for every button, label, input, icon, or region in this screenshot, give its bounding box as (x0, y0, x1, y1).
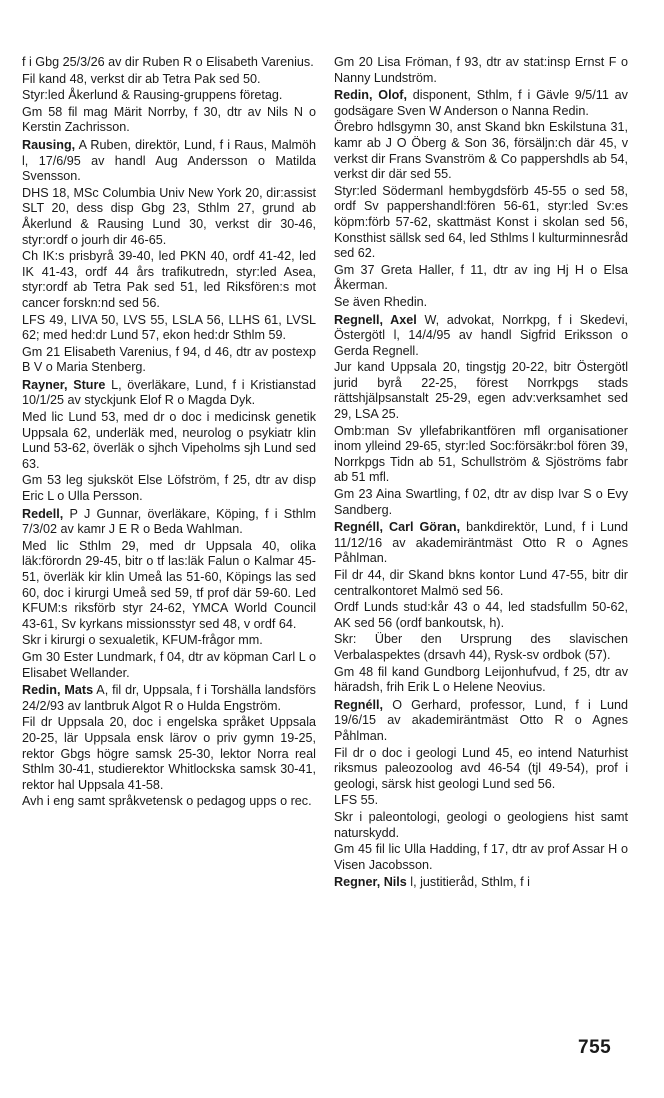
paragraph (334, 184, 628, 262)
paragraph-text: Avh i eng samt språkvetensk o pedagog upps o rec. (22, 794, 312, 809)
paragraph-text: f i Gbg 25/3/26 av dir Ruben R o Elisabeth Varenius. (22, 55, 314, 69)
entry-name: Redin, Olof, (334, 88, 407, 103)
paragraph (334, 746, 628, 793)
paragraph-text: Gm 45 fil lic Ulla Hadding, f 17, dtr av prof Assar H o Visen Jacobsson. (334, 842, 628, 872)
paragraph-text: A, fil dr, Uppsala, f i Torshälla landsförs 24/2/93 av lantbruk Algot R o Hulda Engström. (22, 683, 316, 713)
paragraph-text: DHS 18, MSc Columbia Univ New York 20, dir:assist SLT 20, dess disp Gbg 23, Sthlm 27, grund ab Åkerlund & Rausing Lund 30, verkst dir 30-46, styr:ordf o jourh dir 46-65. (22, 185, 316, 247)
paragraph-text: LFS 49, LIVA 50, LVS 55, LSLA 56, LLHS 61, LVSL 62; med hed:dr Lund 57, ekon hed:dr Sthlm 59. (22, 312, 316, 343)
paragraph-text: Se även Rhedin. (334, 294, 428, 309)
paragraph (334, 263, 628, 294)
entry-name: Regnell, Axel (334, 312, 417, 327)
paragraph-text: Ordf Lunds stud:kår 43 o 44, led stadsfullm 50-62, AK sed 56 (ordf bankoutsk, h). (334, 600, 628, 630)
entry-heading-paragraph (334, 698, 628, 745)
paragraph (22, 72, 316, 88)
paragraph-text: bankdirektör, Lund, f i Lund 11/12/16 av akademiräntmäst Otto R o Agnes Påhlman. (334, 520, 628, 566)
paragraph (22, 313, 316, 344)
paragraph-text: Gm 58 fil mag Märit Norrby, f 30, dtr av Nils N o Kerstin Zachrisson. (22, 104, 316, 135)
paragraph (334, 793, 628, 809)
paragraph (22, 249, 316, 311)
entry-name: Regner, Nils (334, 875, 407, 890)
entry-heading-paragraph (334, 88, 628, 119)
paragraph (334, 295, 628, 311)
paragraph (22, 715, 316, 793)
paragraph (334, 487, 628, 518)
entry-name: Redell, (22, 506, 64, 521)
paragraph-text: Med lic Lund 53, med dr o doc i medicinsk genetik Uppsala 62, underläk med, neurolog o psykiatr klin Lund 53-62, överläk o sjhch Vipeholms sjh Lund sed 63. (22, 410, 316, 471)
paragraph (334, 55, 628, 86)
paragraph-text: A Ruben, direktör, Lund, f i Raus, Malmöh l, 17/6/95 av handl Aug Andersson o Matilda Svensson. (22, 137, 316, 184)
entry-heading-paragraph (22, 507, 316, 538)
paragraph (334, 360, 628, 422)
paragraph-text: L, överläkare, Lund, f i Kristianstad 10/1/25 av styckjunk Elof R o Magda Dyk. (22, 377, 317, 408)
paragraph-text: Omb:man Sv yllefabrikantfören mfl organisationer inom ylleind 29-65, styr:led Soc:försäkr:bol fören 39, Norrkpgs Tidn ab 51, Schullström & Sjöströms fabr ab 51 mfl. (334, 423, 628, 485)
paragraph (22, 186, 316, 248)
entry-name: Rausing, (22, 137, 76, 152)
paragraph (22, 794, 316, 810)
paragraph (22, 345, 316, 376)
paragraph (334, 632, 628, 663)
paragraph-text: Örebro hdlsgymn 30, anst Skand bkn Eskilstuna 31, kamr ab J O Öberg & Son 36, försäljn:ch där 45, v verkst dir Frans Svanström & Co pappershdls ab 54, verkst dir där sed 55. (334, 120, 628, 182)
entry-heading-paragraph (334, 875, 628, 891)
paragraph (22, 105, 316, 136)
paragraph-text: Gm 20 Lisa Fröman, f 93, dtr av stat:insp Ernst F o Nanny Lundström. (334, 55, 628, 85)
paragraph (22, 88, 316, 104)
entry-heading-paragraph (22, 683, 316, 714)
entry-name: Rayner, Sture (22, 377, 106, 392)
entry-name: Regnéll, (334, 697, 383, 712)
paragraph-text: Skr i kirurgi o sexualetik, KFUM-frågor mm. (22, 633, 263, 648)
paragraph (22, 473, 316, 504)
paragraph-text: Gm 37 Greta Haller, f 11, dtr av ing Hj H o Elsa Åkerman. (334, 262, 628, 293)
paragraph-text: Ch IK:s prisbyrå 39-40, led PKN 40, ordf 41-42, led IK 41-43, ordf 44 års trafikutredn, styr:led Asea, styr:ordf ab Tetra Pak sed 51, led Riksfören:s mot cancer forskn:nd sed 56. (22, 249, 316, 310)
paragraph-text: W, advokat, Norrkpg, f i Skedevi, Östergötl l, 14/4/95 av handl Sigfrid Eriksson o Gerda Regnell. (334, 312, 628, 358)
entry-heading-paragraph (22, 138, 316, 185)
paragraph-text: Fil dr o doc i geologi Lund 45, eo intend Naturhist riksmus paleozoolog avd 46-54 (tjl 49-54), prof i geologi, särsk hist geologi Lund sed 56. (334, 745, 628, 791)
paragraph (334, 120, 628, 182)
paragraph-text: P J Gunnar, överläkare, Köping, f i Sthlm 7/3/02 av kamr J E R o Beda Wahlman. (22, 506, 316, 537)
paragraph (22, 650, 316, 681)
paragraph (334, 665, 628, 696)
paragraph-text: O Gerhard, professor, Lund, f i Lund 19/6/15 av akademiräntmäst Otto R o Agnes Påhlman. (334, 697, 628, 743)
paragraph-text: Fil dr Uppsala 20, doc i engelska språket Uppsala 20-25, lär Uppsala ensk lärov o priv gymn 19-25, rektor Gbgs högre samsk 25-30, lektor Norra real Sthlm 30-41, studierektor Whitlockska samsk 30-41, rektor hal Uppsala 41-58. (22, 715, 316, 792)
paragraph-text: Gm 53 leg sjuksköt Else Löfström, f 25, dtr av disp Eric L o Ulla Persson. (22, 473, 316, 504)
right-column (334, 55, 628, 892)
left-column (22, 55, 316, 811)
paragraph (22, 633, 316, 649)
entry-heading-paragraph (334, 520, 628, 567)
paragraph-text: Gm 23 Aina Swartling, f 02, dtr av disp Ivar S o Evy Sandberg. (334, 487, 628, 517)
entry-heading-paragraph (334, 313, 628, 360)
paragraph-text: LFS 55. (334, 793, 379, 808)
page-number: 755 (578, 1037, 612, 1058)
paragraph-text: Gm 21 Elisabeth Varenius, f 94, d 46, dtr av postexp B V o Maria Stenberg. (22, 344, 316, 375)
paragraph-text: Skr: Über den Ursprung des slavischen Verbalaspektes (drsavh 44), Rysk-sv ordbok (57). (334, 632, 628, 662)
paragraph (22, 55, 316, 71)
paragraph-text: l, justitieråd, Sthlm, f i (406, 875, 530, 890)
entry-heading-paragraph (22, 378, 316, 409)
paragraph-text: Fil dr 44, dir Skand bkns kontor Lund 47-55, bitr dir centralkontoret Malmö sed 56. (334, 568, 628, 598)
paragraph (334, 842, 628, 873)
entry-name: Redin, Mats (22, 683, 94, 698)
paragraph-text: Gm 48 fil kand Gundborg Leijonhufvud, f 25, dtr av häradsh, frih Erik L o Helene Neovius. (334, 664, 628, 695)
paragraph (334, 424, 628, 486)
paragraph (334, 600, 628, 631)
paragraph-text: Styr:led Södermanl hembygdsförb 45-55 o sed 58, ordf Sv pappershandl:fören 56-61, styr:led Sv:es köpm:förb 57-62, skattmäst Konst i skolan sed 56, Konsthist sällsk sed 64, led Sthlms l kulturminnesråd sed 62. (334, 183, 628, 261)
paragraph-text: Skr i paleontologi, geologi o geologiens hist samt naturskydd. (334, 809, 628, 840)
paragraph (22, 410, 316, 472)
paragraph-text: Gm 30 Ester Lundmark, f 04, dtr av köpman Carl L o Elisabet Wellander. (22, 649, 316, 680)
paragraph (334, 568, 628, 599)
paragraph-text: Jur kand Uppsala 20, tingstjg 20-22, bitr Östergötl jurid byrå 22-25, förest Norrkpgs stads rättshjälpsanstalt 25-29, egen adv:verksamhet sed 29, LSA 25. (334, 360, 628, 422)
paragraph (22, 539, 316, 633)
paragraph-text: Med lic Sthlm 29, med dr Uppsala 40, olika läk:förordn 29-45, bitr o tf las:läk Falun o Kalmar 45-51, överläk kir klin Umeå las 51-60, Köpings las sed 60, doc i kirurgi Umeå sed 59, tf prof där 59-60. Led KFUM:s riksförb styr 24-62, YMCA World Council 43-61, Sv kyrkans missionsstyr sed 48, v ordf 64. (22, 538, 316, 631)
paragraph-text: Styr:led Åkerlund & Rausing-gruppens företag. (22, 88, 283, 103)
paragraph (334, 810, 628, 841)
paragraph-text: Fil kand 48, verkst dir ab Tetra Pak sed 50. (22, 71, 261, 86)
entry-name: Regnéll, Carl Göran, (334, 520, 461, 535)
paragraph-text: disponent, Sthlm, f i Gävle 9/5/11 av godsägare Sven W Anderson o Nanna Redin. (334, 88, 628, 118)
